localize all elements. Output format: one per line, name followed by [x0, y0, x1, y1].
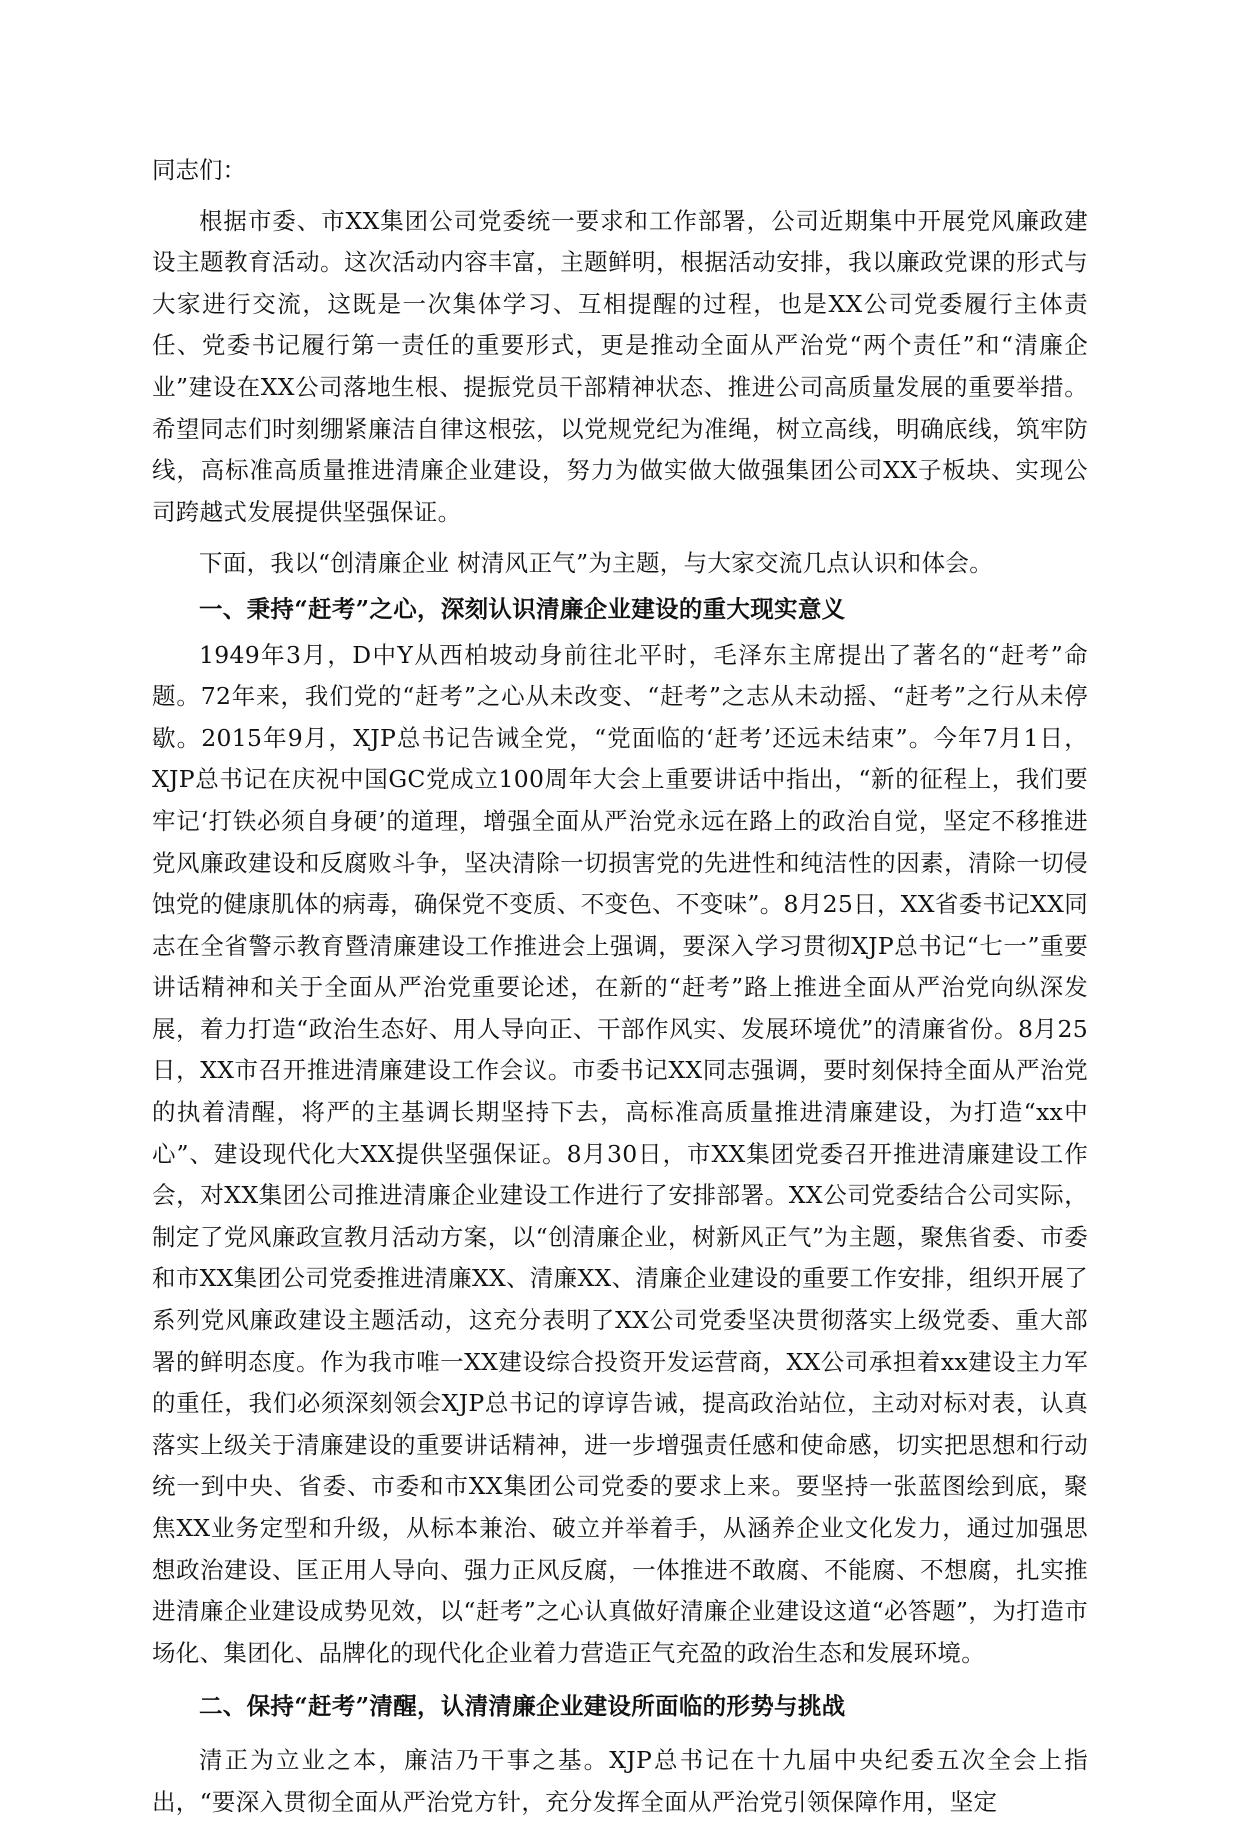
section2-paragraph: 清正为立业之本，廉洁乃干事之基。XJP总书记在十九届中央纪委五次全会上指出，“要深入贯彻全面从严治党方针，充分发挥全面从严治党引领保障作用，坚定: [152, 1745, 1088, 1816]
transition-paragraph: 下面，我以“创清廉企业 树清风正气”为主题，与大家交流几点认识和体会。: [199, 549, 993, 578]
section1-heading: 一、秉持“赶考”之心，深刻认识清廉企业建设的重大现实意义: [199, 594, 846, 623]
section1-paragraph: 1949年3月，D中Y从西柏坡动身前往北平时，毛泽东主席提出了著名的“赶考”命题。72年来，我们党的“赶考”之心从未改变、“赶考”之志从未动摇、“赶考”之行从未停歇。2015年9月，XJP总书记告诫全党，“党面临的‘赶考’还远未结束”。今年7月1日，XJP总书记在庆祝中国GC党成立100周年大会上重要讲话中指出，“新的征程上，我们要牢记‘打铁必须自身硬’的道理，增强全面从严治党永远在路上的政治自觉，坚定不移推进党风廉政建设和反腐败斗争，坚决清除一切损害党的先进性和纯洁性的因素，清除一切侵蚀党的健康肌体的病毒，确保党不变质、不变色、不变味”。8月25日，XX省委书记XX同志在全省警示教育暨清廉建设工作推进会上强调，要深入学习贯彻XJP总书记“七一”重要讲话精神和关于全面从严治党重要论述，在新的“赶考”路上推进全面从严治党向纵深发展，着力打造“政治生态好、用人导向正、干部作风实、发展环境优”的清廉省份。8月25日，XX市召开推进清廉建设工作会议。市委书记XX同志强调，要时刻保持全面从严治党的执着清醒，将严的主基调长期坚持下去，高标准高质量推进清廉建设，为打造“xx中心”、建设现代化大XX提供坚强保证。8月30日，市XX集团党委召开推进清廉建设工作会，对XX集团公司推进清廉企业建设工作进行了安排部署。XX公司党委结合公司实际，制定了党风廉政宣教月活动方案，以“创清廉企业，树新风正气”为主题，聚焦省委、市委和市XX集团公司党委推进清廉XX、清廉XX、清廉企业建设的重要工作安排，组织开展了系列党风廉政建设主题活动，这充分表明了XX公司党委坚决贯彻落实上级党委、重大部署的鲜明态度。作为我市唯一XX建设综合投资开发运营商，XX公司承担着xx建设主力军的重任，我们必须深刻领会XJP总书记的谆谆告诫，提高政治站位，主动对标对表，认真落实上级关于清廉建设的重要讲话精神，进一步增强责任感和使命感，切实把思想和行动统一到中央、省委、市委和市XX集团公司党委的要求上来。要坚持一张蓝图绘到底，聚焦XX业务定型和升级，从标本兼治、破立并举着手，从涵养企业文化发力，通过加强思想政治建设、匡正用人导向、强力正风反腐，一体推进不敢腐、不能腐、不想腐，扎实推进清廉企业建设成势见效，以“赶考”之心认真做好清廉企业建设这道“必答题”，为打造市场化、集团化、品牌化的现代化企业着力营造正气充盈的政治生态和发展环境。: [152, 640, 1088, 1667]
intro-paragraph: 根据市委、市XX集团公司党委统一要求和工作部署，公司近期集中开展党风廉政建设主题教育活动。这次活动内容丰富，主题鲜明，根据活动安排，我以廉政党课的形式与大家进行交流，这既是一次集体学习、互相提醒的过程，也是XX公司党委履行主体责任、党委书记履行第一责任的重要形式，更是推动全面从严治党“两个责任”和“清廉企业”建设在XX公司落地生根、提振党员干部精神状态、推进公司高质量发展的重要举措。希望同志们时刻绷紧廉洁自律这根弦，以党规党纪为准绳，树立高线，明确底线，筑牢防线，高标准高质量推进清廉企业建设，努力为做实做大做强集团公司XX子板块、实现公司跨越式发展提供坚强保证。: [152, 206, 1088, 526]
document-page: [152, 150, 1088, 1823]
section2-heading: 二、保持“赶考”清醒，认清清廉企业建设所面临的形势与挑战: [199, 1692, 846, 1721]
salutation: 同志们：: [152, 156, 246, 184]
